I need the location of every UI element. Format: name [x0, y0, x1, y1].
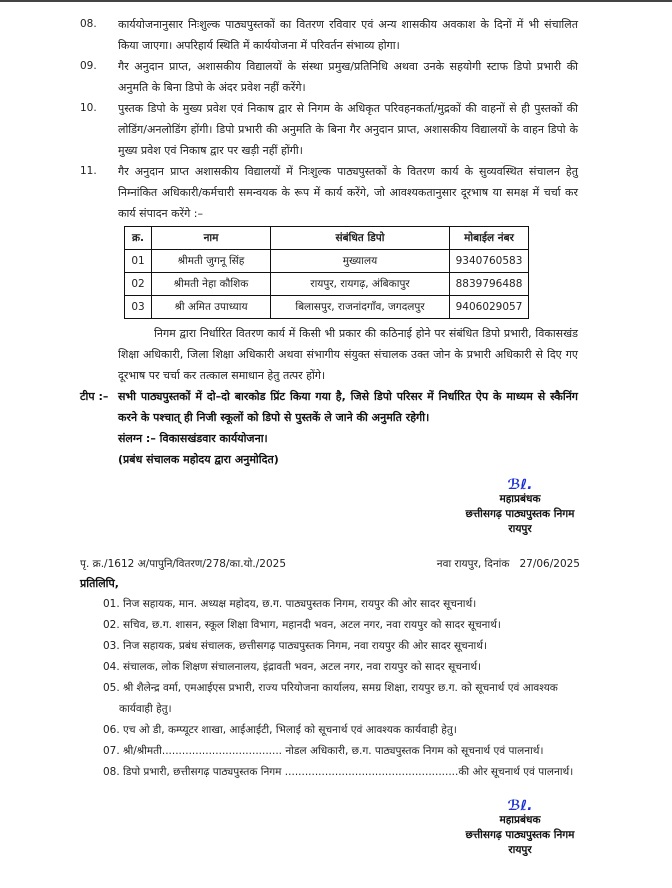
signatory-org: छत्तीसगढ़ पाठ्यपुस्तक निगम [465, 829, 575, 841]
note-text: सभी पाठ्यपुस्तकों में दो–दो बारकोड प्रिंट किया गया है, जिसे डिपो परिसर में निर्धारित ऐप के माध्यम से स्कैनिंग करने के पश्चात् ही निजी स्कूलों को डिपो से पुस्तकें ले जाने की अनुमति रहेगी। [118, 390, 578, 424]
signatory-city: रायपुर [508, 844, 532, 856]
header-name: नाम [152, 227, 271, 250]
copy-to-label: प्रतिलिपि, [80, 577, 119, 590]
header-depot: संबंधित डिपो [271, 227, 450, 250]
copy-item: 05. श्री शैलेन्द्र वर्मा, एमआईएस प्रभारी, राज्य परियोजना कार्यालय, समग्र शिक्षा, रायपुर छ.ग. को सूचनार्थ एवं आवश्यक कार्यवाही हेतु। [103, 682, 558, 715]
header-serial: क्र. [125, 227, 152, 250]
cell-serial: 02 [125, 273, 152, 296]
date: 27/06/2025 [519, 558, 580, 570]
cell-name: श्रीमती नेहा कौशिक [152, 273, 271, 296]
table-row [125, 296, 529, 319]
point-number: 09. [80, 60, 97, 72]
signatory-designation: महाप्रबंधक [499, 493, 541, 505]
cell-mobile: 9406029057 [450, 296, 529, 319]
place-date [437, 555, 580, 573]
place-date-label: नवा रायपुर, दिनांक [436, 558, 510, 570]
cell-name: श्री अमित उपाध्याय [152, 296, 271, 319]
point-text: पुस्तक डिपो के मुख्य प्रवेश एवं निकाष द्वार से निगम के अधिकृत परिवहनकर्ता/मुद्रकों की वाहनों से ही पुस्तकों की लोडिंग/अनलोडिंग होंगी। डिपो प्रभारी की अनुमति के बिना गैर अनुदान प्राप्त, अशासकीय विद्यालयों के वाहन डिपो के मुख्य प्रवेश एवं निकाष द्वार पर खड़ी नहीं होंगी। [118, 102, 578, 157]
signature-block-1 [440, 478, 600, 537]
point-item [80, 161, 578, 224]
top-border [0, 0, 672, 2]
reference-number: पृ. क्र./1612 अ/पापुनि/वितरण/278/का.यो./2025 [80, 558, 287, 570]
point-text: गैर अनुदान प्राप्त, अशासकीय विद्यालयों के संस्था प्रमुख/प्रतिनिधि अथवा उनके सहयोगी स्टाफ डिपो प्रभारी की अनुमति के बिना डिपो के अंदर प्रवेश नहीं करेंगे। [118, 60, 578, 94]
copy-item: 04. संचालक, लोक शिक्षण संचालनालय, इंद्रावती भवन, अटल नगर, नवा रायपुर को सादर सूचनार्थ। [103, 661, 482, 673]
coordinator-table [124, 226, 529, 319]
copy-item: 06. एच ओ डी, कम्प्यूटर शाखा, आईआईटी, भिलाई को सूचनार्थ एवं आवश्यक कार्यवाही हेतु। [103, 724, 457, 736]
table-header-row [125, 227, 529, 250]
cell-serial: 01 [125, 250, 152, 273]
table-row [125, 273, 529, 296]
closing-paragraph: निगम द्वारा निर्धारित वितरण कार्य में किसी भी प्रकार की कठिनाई होने पर संबंधित डिपो प्रभारी, विकासखंड शिक्षा अधिकारी, जिला शिक्षा अधिकारी अथवा संभागीय संयुक्त संचालक उक्त जोन के प्रभारी अधिकारी से दिए गए दूरभाष पर चर्चा कर तत्काल समाधान हेतु तत्पर होंगे। [118, 327, 578, 382]
table-row [125, 250, 529, 273]
signature-block-2 [440, 799, 600, 858]
point-item [80, 98, 578, 161]
cell-depot: मुख्यालय [271, 250, 450, 273]
copy-item: 07. श्री/श्रीमती.................................... नोडल अधिकारी, छ.ग. पाठ्यपुस्तक निगम को सूचनार्थ एवं पालनार्थ। [103, 745, 544, 757]
point-item [80, 56, 578, 98]
point-item [80, 14, 578, 56]
point-number: 11. [80, 165, 97, 177]
copy-item: 02. सचिव, छ.ग. शासन, स्कूल शिक्षा विभाग, महानदी भवन, अटल नगर, नवा रायपुर को सादर सूचनार्थ। [103, 619, 501, 631]
copy-item: 03. निज सहायक, प्रबंध संचालक, छत्तीसगढ़ पाठ्यपुस्तक निगम, नवा रायपुर की ओर सादर सूचनार्थ। [103, 640, 487, 652]
cell-depot: बिलासपुर, राजनांदगाँव, जगदलपुर [271, 296, 450, 319]
cell-name: श्रीमती जुगनू सिंह [152, 250, 271, 273]
cell-mobile: 9340760583 [450, 250, 529, 273]
header-mobile: मोबाईल नंबर [450, 227, 529, 250]
note [80, 386, 578, 428]
reference-line [80, 555, 580, 573]
signatory-designation: महाप्रबंधक [499, 814, 541, 826]
signature-scribble: ℬℓ. [507, 477, 533, 493]
copy-item: 08. डिपो प्रभारी, छत्तीसगढ़ पाठ्यपुस्तक निगम ....................................................की ओर सूचनार्थ एवं पालनार्थ। [103, 766, 574, 778]
cell-serial: 03 [125, 296, 152, 319]
point-text: गैर अनुदान प्राप्त अशासकीय विद्यालयों में निःशुल्क पाठ्यपुस्तकों के वितरण कार्य के सुव्यवस्थित संचालन हेतु निम्नांकित अधिकारी/कर्मचारी समन्वयक के रूप में कार्य करेंगे, जो आवश्यकतानुसार दूरभाष या समक्ष में चर्चा कर कार्य संपादन करेंगे :– [118, 165, 578, 220]
cell-mobile: 8839796488 [450, 273, 529, 296]
note-label: टीप :– [80, 390, 109, 403]
signatory-city: रायपुर [508, 523, 532, 535]
signatory-org: छत्तीसगढ़ पाठ्यपुस्तक निगम [465, 508, 575, 520]
point-number: 08. [80, 18, 97, 30]
copy-item: 01. निज सहायक, मान. अध्यक्ष महोदय, छ.ग. पाठ्यपुस्तक निगम, रायपुर की ओर सादर सूचनार्थ। [103, 598, 477, 610]
point-text: कार्ययोजनानुसार निःशुल्क पाठ्यपुस्तकों का वितरण रविवार एवं अन्य शासकीय अवकाश के दिनों में भी संचालित किया जाएगा। अपरिहार्य स्थिति में कार्ययोजना में परिवर्तन संभाव्य होगा। [118, 18, 578, 52]
point-number: 10. [80, 102, 97, 114]
signature-scribble: ℬℓ. [507, 798, 533, 814]
cell-depot: रायपुर, रायगढ़, अंबिकापुर [271, 273, 450, 296]
attachment: संलग्न :– विकासखंडवार कार्ययोजना। [118, 432, 268, 445]
approval-note: (प्रबंध संचालक महोदय द्वारा अनुमोदित) [118, 453, 279, 466]
